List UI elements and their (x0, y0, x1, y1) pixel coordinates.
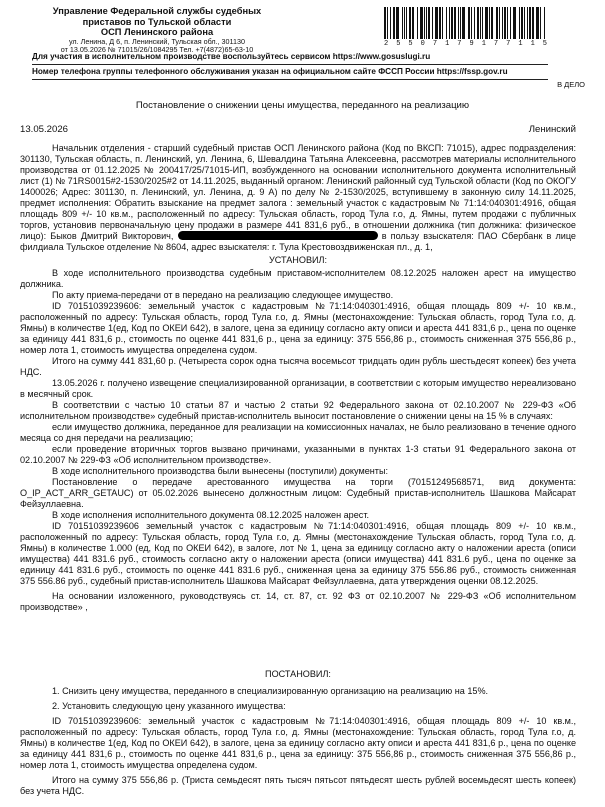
barcode-bar (468, 7, 470, 39)
barcode-bar (462, 7, 465, 39)
barcode (384, 7, 548, 39)
barcode-bar (387, 7, 388, 39)
barcode-bar (471, 7, 472, 39)
barcode-bar (544, 7, 545, 39)
barcode-bar (396, 7, 399, 39)
gosuslugi-notice: Для участия в исполнительном производстве воспользуйтесь сервисом https://www.gosuslugi.ru (32, 52, 431, 61)
barcode-bar (390, 7, 391, 39)
barcode-bar (435, 7, 438, 39)
barcode-bar (482, 7, 483, 39)
barcode-bar (458, 7, 459, 39)
barcode-bar (480, 7, 481, 39)
barcode-bar (529, 7, 531, 39)
resolution-item: 2. Установить следующую цену указанного имущества: (52, 701, 286, 711)
barcode-bar (393, 7, 395, 39)
resolution-item: 1. Снизить цену имущества, переданного в специализированную организацию на реализацию на 15%. (52, 686, 489, 696)
barcode-bar (420, 7, 423, 39)
barcode-bar (439, 7, 441, 39)
section-heading-ustanovil: УСТАНОВИЛ: (268, 255, 328, 265)
paragraph: Постановление о передаче арестованного имущества на торги (70151249568571, вид документа: O_IP_ACT_ARR_GETAUC) от 05.02.2026 вынесено должностным лицом: Судебный пристав-исполнитель Шашкова Майсарат Фейзуллаевна. (20, 477, 576, 509)
barcode-bar (510, 7, 511, 39)
barcode-bar (485, 7, 488, 39)
intro-text: Начальник отделения - старший судебный пристав ОСП Ленинского района (Код по ВКСП: 71015), адрес подразделения: 301130, Тульская область, п. Ленинский, ул. Ленина, 6, Шевалдина Татьяна Алексеевна, рассмотрев материалы исполнительного производства от 01.12.2025 № 200417/25/71015-ИП, возбужденного на основании исполнительного документа исполнительный лист (1) № 71RS0015#2-1530/2025#2 от 14.11.2025, выданный органом: Ленинский районный суд Тульской области (Код по ОКОГУ 1400026; Адрес: 301130, п. Ленинский, ул. Ленина, д. 9 А) по делу № 2-1530/2025, вступившему в законную силу 14.11.2025, предмет исполнения: Обратить взыскание на предмет залога : земельный участок с кадастровым № 71:14:040301:4916, общая площадь 809 +/- 10 кв.м., расположенный по адресу: Тульская область, город Тула г.о, д. Ямны, путем продажи с публичных торгов, установив первоначальную цену продажи в размере 441 831,6 руб., в отношении должника (тип должника: физическое лицо): Быков Дмитрий Викторович, (20, 143, 576, 241)
barcode-bar (451, 7, 453, 39)
redaction-bar (178, 231, 378, 240)
barcode-bar (409, 7, 411, 39)
barcode-bar (477, 7, 479, 39)
divider (32, 79, 548, 80)
property-item: ID 70151039239606: земельный участок с кадастровым №71:14:040301:4916, общая площадь 809 +/- 10 кв.м., расположенный по адресу: Тульская область, город Тула г.о, д. Ямны (местонахождение: Тульская область, город Тула г.о, д. Ямны) в количестве 1(ед, Код по ОКЕИ 642), в залоге, цена за единицу согласно акту описи и ареста 441 831,6 р., цена по оценке за единицу 441 831,6 р., стоимость по оценке 441 831,6 р., цена за единицу: 375 556,86 р., стоимость сниженная 375 556,86 р., номер лота 1, стоимость имущества определена судом. (20, 716, 576, 770)
section-heading-postanovil: ПОСТАНОВИЛ: (265, 669, 331, 679)
barcode-bar (426, 7, 427, 39)
barcode-bar (424, 7, 425, 39)
barcode-bar (519, 7, 520, 39)
paragraph: По акту приема-передачи от в передано на реализацию следующее имущество. (52, 290, 394, 300)
barcode-bar (496, 7, 498, 39)
barcode-bar (432, 7, 433, 39)
barcode-number: 2 5 5 0 7 1 7 9 1 7 7 1 1 5 (384, 40, 548, 48)
barcode-bar (504, 7, 506, 39)
paragraph: В ходе исполнительного производства были вынесены (поступили) документы: (52, 466, 389, 476)
barcode-bar (491, 7, 493, 39)
org-name: Управление Федеральной службы судебных приставов по Тульской области (52, 6, 262, 27)
document-place: Ленинский (528, 124, 576, 135)
barcode-bar (412, 7, 414, 39)
resolution-total: Итого на сумму 375 556,86 р. (Триста семьдесят пять тысяч пятьсот пятьдесят шесть рублей восемьдесят шесть копеек) без учета НДС. (20, 775, 576, 796)
barcode-bar (513, 7, 516, 39)
barcode-bar (406, 7, 407, 39)
phone-notice: Номер телефона группы телефонного обслуживания указан на официальном сайте ФССП России https://fssp.gov.ru (32, 67, 508, 76)
paragraph: Итого на сумму 441 831,60 р. (Четыреста сорок одна тысяча восемьсот тридцать один рубль шестьдесят копеек) без учета НДС. (20, 356, 576, 377)
barcode-bar (404, 7, 405, 39)
issuer-header (32, 6, 282, 54)
barcode-bar (507, 7, 508, 39)
barcode-bar (524, 7, 525, 39)
barcode-bar (502, 7, 503, 39)
barcode-bar (417, 7, 418, 39)
divider (32, 64, 548, 65)
document-number-line: от 13.05.2026 № 71015/26/1084295 Тел. +7(4872)65-63-10 (60, 44, 254, 54)
paragraph: В ходе исполнения исполнительного документа 08.12.2025 наложен арест. (52, 510, 370, 520)
barcode-bar (540, 7, 541, 39)
paragraph: если имущество должника, переданное для реализации на комиссионных началах, не было реализовано в течение одного месяца со дня передачи на реализацию; (20, 422, 576, 443)
barcode-bar (460, 7, 461, 39)
barcode-bar (428, 7, 430, 39)
barcode-bar (521, 7, 523, 39)
barcode-bar (536, 7, 539, 39)
paragraph: В соответствии с частью 10 статьи 87 и частью 2 статьи 92 Федерального закона от 02.10.2007 № 229-ФЗ «Об исполнительном производстве» судебный пристав-исполнитель выносит постановление о снижении цены на 15 % в случаях: (20, 400, 576, 421)
v-delo-mark: В ДЕЛО (557, 80, 585, 89)
property-item: ID 70151039239606 земельный участок с кадастровым №71:14:040301:4916, общая площадь 809 +/- 10 кв.м., расположенный по адресу: Тульская область, город Тула г.о, д. Ямны (местонахождение Тульская область, город Тула г.о, д. Ямны) в количестве 1.000 (ед, Код по ОКЕИ 642), в залоге, лот № 1, цена за единицу согласно акту о наложении ареста (описи имущества) 441 831.6 руб., стоимость согласно акту о наложении ареста (описи имущества) 441 831.6 руб., цена по оценке за единицу 441 831.6 руб., стоимость по оценке 441 831.6 руб., сниженная цена за единицу 375 556.86 руб., стоимость сниженная 375 556.86 руб., судебный пристав-исполнитель Шашкова Майсарат Фейзуллаевна, дата утверждения оценки 08.12.2025. (20, 521, 576, 586)
paragraph: На основании изложенного, руководствуясь ст. 14, ст. 87, ст. 92 ФЗ от 02.10.2007 № 229-ФЗ «Об исполнительном производстве» , (20, 591, 576, 612)
document-title: Постановление о снижении цены имущества, переданного на реализацию (135, 100, 470, 111)
property-item: ID 70151039239606: земельный участок с кадастровым №71:14:040301:4916, общая площадь 809 +/- 10 кв.м., расположенный по адресу: Тульская область, город Тула г.о, д. Ямны (местонахождение: Тульская область, город Тула г.о, д. Ямны) в количестве 1(ед, Код по ОКЕИ 642), в залоге, цена за единицу согласно акту описи и ареста 441 831,6 р., цена по оценке за единицу 441 831,6 р., стоимость по оценке 441 831,6 р., цена за единицу: 375 556,86 р., стоимость сниженная 375 556,86 р., номер лота 1, стоимость имущества определена судом. (20, 301, 576, 355)
paragraph: если проведение вторичных торгов вызвано причинами, указанными в пунктах 1-3 статьи 91 Федерального закона от 02.10.2007 № 229-ФЗ «Об исполнительном производстве». (20, 444, 576, 465)
paragraph: В ходе исполнительного производства судебным приставом-исполнителем 08.12.2025 наложен арест на имущество должника. (20, 268, 576, 289)
postanovil-block (20, 669, 576, 797)
barcode-bar (532, 7, 534, 39)
document-date: 13.05.2026 (20, 124, 69, 135)
barcode-bar (474, 7, 475, 39)
barcode-bar (446, 7, 447, 39)
org-address: ул. Ленина, Д 6, п. Ленинский, Тульская обл., 301130 (68, 36, 246, 46)
intro-paragraph (20, 143, 576, 253)
org-department: ОСП Ленинского района (100, 27, 214, 37)
barcode-bar (489, 7, 490, 39)
barcode-bar (402, 7, 403, 39)
barcode-bar (499, 7, 500, 39)
barcode-bar (449, 7, 450, 39)
barcode-bar (454, 7, 456, 39)
barcode-bar (527, 7, 528, 39)
barcode-bar (384, 7, 386, 39)
barcode-bar (442, 7, 443, 39)
intro-text-continued: в пользу взыскателя: ПАО Сбербанк в лице филдиала Тульское отделение № 8604, адрес взыскателя: г. Тула Крестовоздвиженская пл., д. 1, (20, 231, 576, 252)
intro-block (20, 143, 576, 253)
paragraph: 13.05.2026 г. получено извещение специализированной организации, в соответствии с которым имущество нереализовано в месячный срок. (20, 378, 576, 399)
ustanovil-block (20, 255, 576, 613)
